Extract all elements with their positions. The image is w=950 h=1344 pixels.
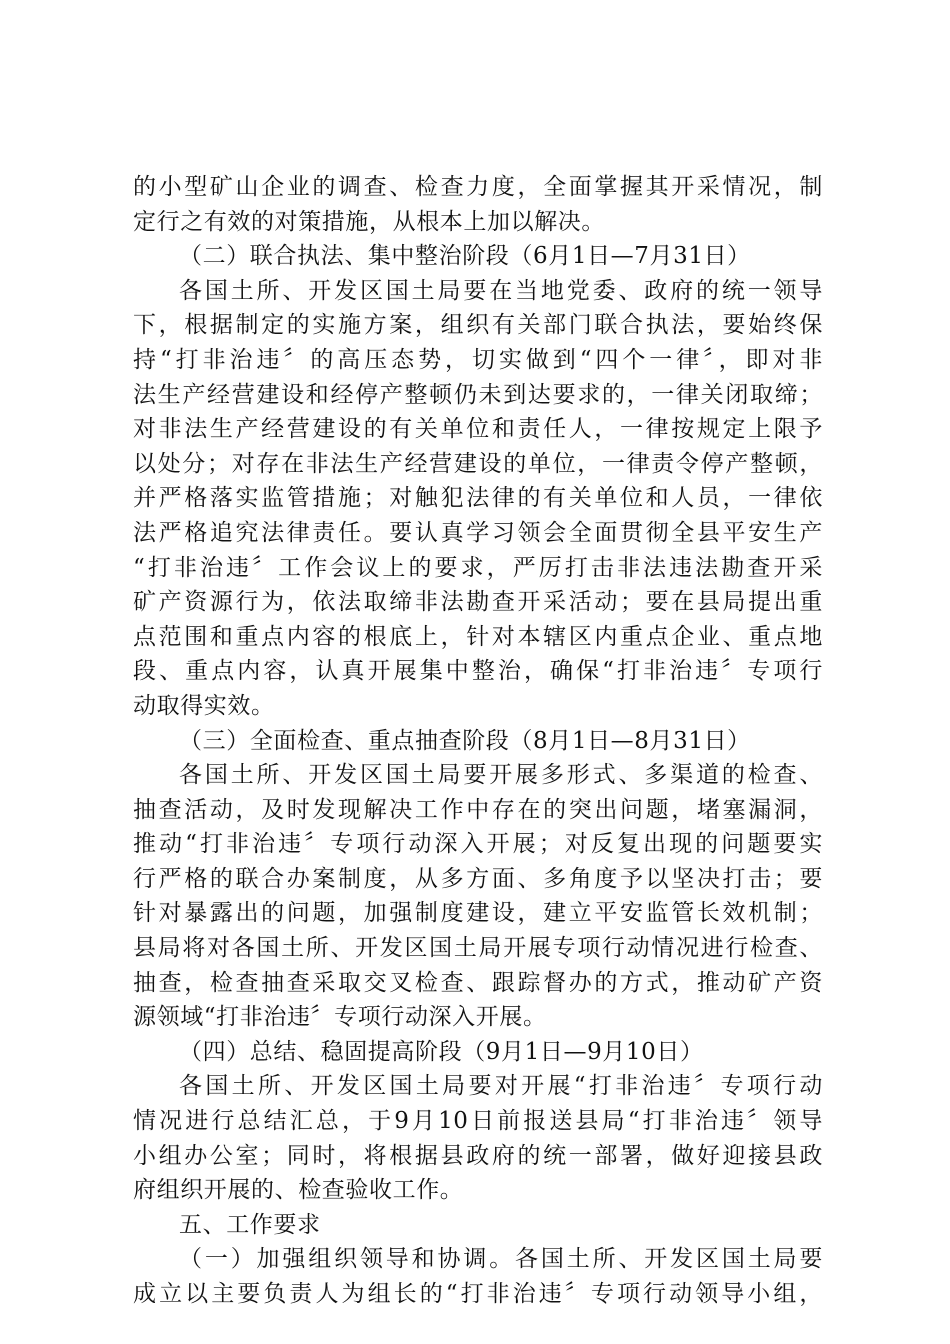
text-line: 各国土所、开发区国土局要在当地党委、政府的统一领导 [179,277,823,304]
text-line: （一）加强组织领导和协调。各国土所、开发区国土局要 [179,1246,823,1273]
text-line: 动取得实效。 [133,692,275,719]
text-line: 源领域“打非治违〞专项行动深入开展。 [133,1004,547,1031]
text-line: 下，根据制定的实施方案，组织有关部门联合执法，要始终保 [133,312,823,339]
text-line: 法严格追究法律责任。要认真学习领会全面贯彻全县平安生产 [133,519,823,546]
text-line: （二）联合执法、集中整治阶段（6月1日—7月31日） [179,243,751,270]
text-line: （三）全面检查、重点抽查阶段（8月1日—8月31日） [179,727,751,754]
text-line: 推动“打非治违〞专项行动深入开展；对反复出现的问题要实 [133,831,823,858]
text-line: 成立以主要负责人为组长的“打非治违〞专项行动领导小组， [133,1281,823,1307]
text-line: 并严格落实监管措施；对触犯法律的有关单位和人员，一律依 [133,485,823,512]
text-line: 县局将对各国土所、开发区国土局开展专项行动情况进行检查、 [133,935,823,962]
text-line: 针对暴露出的问题，加强制度建设，建立平安监管长效机制； [133,900,823,927]
text-line: 矿产资源行为，依法取缔非法勘查开采活动；要在县局提出重 [133,589,823,616]
text-line: 各国土所、开发区国土局要对开展“打非治违〞专项行动 [179,1073,823,1100]
text-line: 以处分；对存在非法生产经营建设的单位，一律责令停产整顿， [133,450,823,477]
text-line: （四）总结、稳固提高阶段（9月1日—9月10日） [179,1038,704,1065]
text-line: 持“打非治违〞的高压态势，切实做到“四个一律〞，即对非 [133,346,823,373]
text-line: 定行之有效的对策措施，从根本上加以解决。 [133,208,605,235]
text-line: 小组办公室；同时，将根据县政府的统一部署，做好迎接县政 [133,1142,823,1169]
text-line: “打非治违〞工作会议上的要求，严厉打击非法违法勘查开采 [133,554,823,581]
text-line: 情况进行总结汇总，于9月10日前报送县局“打非治违〞领导 [133,1108,823,1135]
text-line: 府组织开展的、检查验收工作。 [133,1177,464,1204]
text-line: 的小型矿山企业的调查、检查力度，全面掌握其开采情况，制 [133,174,823,200]
text-line: 法生产经营建设和经停产整顿仍未到达要求的，一律关闭取缔； [133,381,823,408]
text-line: 抽查，检查抽查采取交叉检查、跟踪督办的方式，推动矿产资 [133,969,823,996]
text-line: 各国土所、开发区国土局要开展多形式、多渠道的检查、 [179,762,823,789]
text-line: 行严格的联合办案制度，从多方面、多角度予以坚决打击；要 [133,865,823,892]
text-line: 对非法生产经营建设的有关单位和责任人，一律按规定上限予 [133,416,823,443]
text-line: 段、重点内容，认真开展集中整治，确保“打非治违〞专项行 [133,658,823,685]
text-line: 点范围和重点内容的根底上，针对本辖区内重点企业、重点地 [133,623,823,650]
text-line: 抽查活动，及时发现解决工作中存在的突出问题，堵塞漏洞， [133,796,823,823]
text-line: 五、工作要求 [179,1211,321,1238]
document-body [133,170,823,1312]
